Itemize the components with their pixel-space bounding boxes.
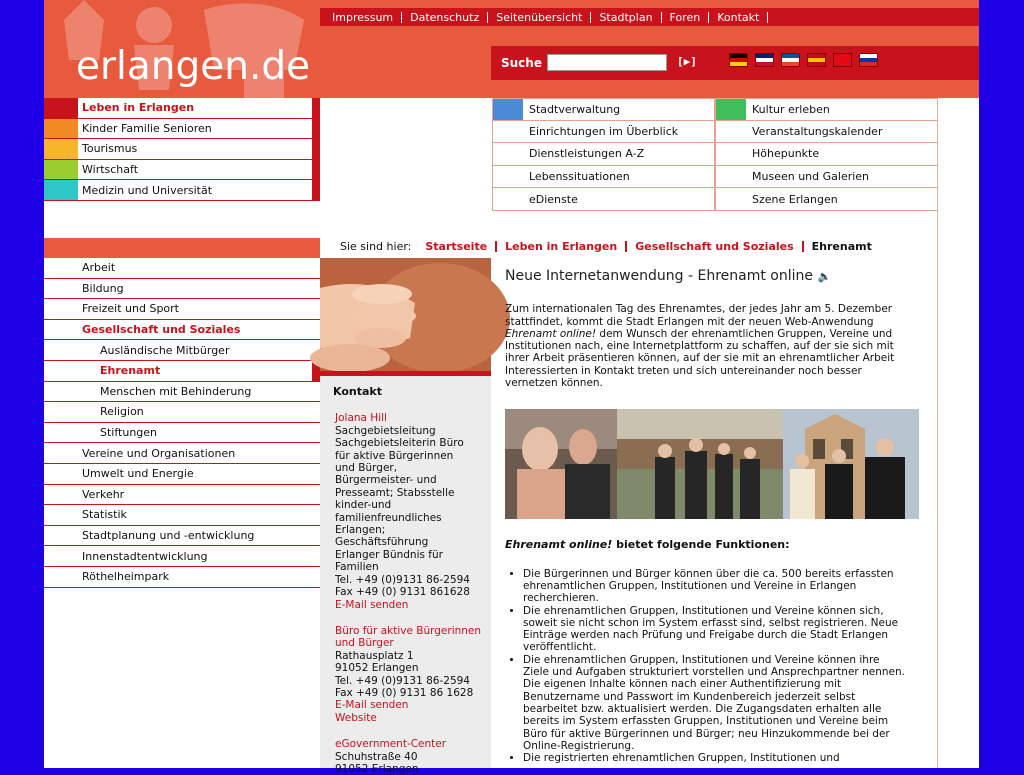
flag-tr-icon[interactable]	[833, 53, 852, 67]
contact-line: und Bürger,	[335, 462, 398, 475]
sub-nav-label: Ausländische Mitbürger	[100, 343, 230, 357]
main-nav-label: Wirtschaft	[82, 163, 139, 177]
sub-nav-label: Ehrenamt	[100, 364, 161, 378]
contact-office-website-link[interactable]: Website	[335, 711, 377, 724]
quick-nav-row	[492, 143, 938, 166]
main-nav-color-swatch	[44, 160, 78, 180]
main-nav-label: Leben in Erlangen	[82, 101, 195, 115]
hands-illustration	[320, 258, 491, 371]
quick-nav-label: Veranstaltungskalender	[752, 124, 883, 138]
contact-line: Familien	[335, 561, 379, 574]
features-heading-emphasis: Ehrenamt online!	[505, 538, 613, 552]
quick-nav-item[interactable]	[492, 121, 715, 144]
quick-nav	[492, 98, 938, 211]
main-nav-label: Medizin und Universität	[82, 183, 213, 197]
contact-line: kinder-und	[335, 499, 392, 512]
speaker-icon[interactable]: 🔈	[817, 270, 832, 283]
sub-nav	[44, 258, 320, 588]
quick-nav-label: Dienstleistungen A-Z	[529, 147, 645, 161]
header	[44, 0, 979, 98]
page	[44, 0, 979, 775]
top-link-kontakt[interactable]: Kontakt	[709, 12, 768, 23]
article-title	[505, 270, 937, 283]
right-divider	[937, 98, 938, 768]
sub-nav-label: Stadtplanung und -entwicklung	[82, 529, 255, 543]
search-bar	[491, 46, 979, 80]
sub-nav-item[interactable]	[44, 505, 320, 526]
flag-de-icon[interactable]	[729, 53, 748, 67]
main-nav-color-swatch	[44, 180, 78, 200]
quick-nav-color-marker	[716, 99, 746, 120]
contact-line: für aktive Bürgerinnen	[335, 449, 454, 462]
quick-nav-label: Museen und Galerien	[752, 170, 870, 184]
top-link-impressum[interactable]: Impressum	[324, 12, 402, 23]
feature-item: • Die Bürgerinnen und Bürger können über die ca. 500 bereits erfassten ehrenamtlichen Gruppen, Institutionen und Vereine in Erlangen recherchieren.	[523, 568, 905, 605]
sub-nav-label: Statistik	[82, 508, 127, 522]
flag-fr-icon[interactable]	[781, 53, 800, 67]
contact-line: Erlangen;	[335, 524, 386, 537]
quick-nav-item[interactable]	[492, 98, 715, 121]
contact-line: Bürgermeister- und	[335, 474, 437, 487]
contact-line: Geschäftsführung	[335, 536, 429, 549]
quick-nav-item[interactable]	[492, 166, 715, 189]
search-go-button[interactable]: [▶]	[677, 55, 697, 68]
contact-line: Presseamt; Stabsstelle	[335, 486, 455, 499]
main-nav-edge-bar	[312, 119, 320, 139]
quick-nav-label: Einrichtungen im Überblick	[529, 124, 679, 138]
top-link-datenschutz[interactable]: Datenschutz	[402, 12, 488, 23]
quick-nav-row	[492, 166, 938, 189]
sub-nav-label: Verkehr	[82, 487, 125, 501]
sub-nav-item[interactable]	[44, 485, 320, 506]
breadcrumb-link-leben[interactable]: Leben in Erlangen	[497, 241, 627, 252]
article-intro	[505, 303, 905, 389]
quick-nav-label: Höhepunkte	[752, 147, 820, 161]
main-nav-item[interactable]	[44, 139, 320, 160]
flag-ru-icon[interactable]	[859, 53, 878, 67]
sub-nav-item[interactable]	[44, 526, 320, 547]
top-link-stadtplan[interactable]: Stadtplan	[591, 12, 661, 23]
contact-line: 91052 Erlangen	[335, 662, 419, 675]
quick-nav-item[interactable]	[715, 143, 938, 166]
contact-office-details	[335, 650, 473, 699]
sub-nav-item[interactable]	[44, 258, 320, 279]
site-logo[interactable]: erlangen.de	[76, 44, 311, 89]
search-label: Suche	[501, 56, 542, 70]
contact-line: Sachgebietsleitung	[335, 424, 436, 437]
features-heading-rest: bietet folgende Funktionen:	[616, 538, 790, 552]
sub-nav-label: Gesellschaft und Soziales	[82, 323, 241, 337]
quick-nav-row	[492, 98, 938, 121]
main-nav-color-swatch	[44, 119, 78, 139]
article-title-text: Neue Internetanwendung - Ehrenamt online	[505, 268, 813, 284]
breadcrumb-lead: Sie sind hier:	[340, 239, 412, 253]
subnav-header-bar	[44, 238, 320, 258]
sub-nav-label: Religion	[100, 405, 144, 419]
contact-title: Kontakt	[333, 385, 382, 398]
quick-nav-row	[492, 188, 938, 211]
sub-nav-item[interactable]	[44, 279, 320, 300]
sub-nav-label: Bildung	[82, 281, 124, 295]
top-link-sitemap[interactable]: Seitenübersicht	[488, 12, 591, 23]
sub-nav-label: Menschen mit Behinderung	[100, 384, 252, 398]
quick-nav-item[interactable]	[715, 121, 938, 144]
feature-item: • Die registrierten ehrenamtlichen Gruppen, Institutionen und	[523, 752, 905, 764]
feature-item: • Die ehrenamtlichen Gruppen, Institutionen und Vereine können sich, soweit sie nicht schon im System erfasst sind, selbst registrieren. Neue Einträge werden nach Prüfung und Freigabe durch die Stadt Erlangen veröffentlicht.	[523, 605, 905, 654]
sub-nav-item[interactable]	[44, 464, 320, 485]
quick-nav-label: eDienste	[529, 192, 578, 206]
sub-nav-item[interactable]	[44, 299, 320, 320]
contact-line: Rathausplatz 1	[335, 649, 414, 662]
contact-line: Tel. +49 (0)9131 86-2594	[335, 573, 470, 586]
sub-nav-label: Freizeit und Sport	[82, 302, 179, 316]
main-nav-item[interactable]	[44, 119, 320, 140]
sub-nav-label: Stiftungen	[100, 426, 158, 440]
contact-line: Erlanger Bündnis für	[335, 548, 443, 561]
sub-nav-label: Innenstadtentwicklung	[82, 549, 208, 563]
main-nav	[44, 98, 320, 201]
contact-line: familienfreundliches	[335, 511, 442, 524]
article	[491, 258, 937, 768]
main-nav-label: Kinder Familie Senioren	[82, 121, 212, 135]
quick-nav-label: Szene Erlangen	[752, 192, 838, 206]
sub-nav-label: Vereine und Organisationen	[82, 446, 236, 460]
breadcrumb-link-gesellschaft[interactable]: Gesellschaft und Soziales	[627, 241, 803, 252]
flag-es-icon[interactable]	[807, 53, 826, 67]
contact-line: Fax +49 (0) 9131 86 1628	[335, 686, 474, 699]
contact-line: 91052 Erlangen	[335, 762, 419, 775]
contact-box	[320, 371, 491, 775]
sub-nav-item[interactable]	[44, 423, 320, 444]
sub-nav-item[interactable]	[44, 320, 320, 341]
sub-nav-label: Röthelheimpark	[82, 570, 170, 584]
quick-nav-label: Stadtverwaltung	[529, 102, 621, 116]
main-nav-edge-bar	[312, 160, 320, 180]
main-nav-edge-bar	[312, 180, 320, 200]
sub-nav-item[interactable]	[44, 361, 320, 382]
quick-nav-item[interactable]	[715, 98, 938, 121]
quick-nav-item[interactable]	[715, 166, 938, 189]
quick-nav-item[interactable]	[492, 143, 715, 166]
sub-nav-item[interactable]	[44, 546, 320, 567]
main-nav-item[interactable]	[44, 160, 320, 181]
top-link-foren[interactable]: Foren	[662, 12, 710, 23]
main-nav-item[interactable]	[44, 98, 320, 119]
sub-nav-item[interactable]	[44, 443, 320, 464]
sub-nav-label: Arbeit	[82, 261, 116, 275]
contact-office-name[interactable]: Büro für aktive Bürgerinnen und Bürger	[335, 624, 482, 650]
main-nav-color-swatch	[44, 98, 78, 118]
intro-part-1: Zum internationalen Tag des Ehrenamtes, der jedes Jahr am 5. Dezember stattfindet, kommt die Stadt Erlangen mit der neuen Web-Anwendung	[505, 303, 893, 328]
contact-person-name[interactable]: Jolana Hill	[335, 412, 387, 425]
quick-nav-item[interactable]	[492, 188, 715, 211]
contact-line: Tel. +49 (0)9131 86-2594	[335, 674, 470, 687]
contact-person-email-link[interactable]: E-Mail senden	[335, 598, 409, 611]
breadcrumb-current: Ehrenamt	[811, 239, 872, 253]
features-list	[505, 568, 905, 765]
main-nav-label: Tourismus	[82, 142, 138, 156]
feature-item: • Die ehrenamtlichen Gruppen, Institutionen und Vereine können ihre Ziele und Aufgaben strukturiert vorstellen und Ansprechpartner nennen. Die eigenen Inhalte können nach einer Authentifizierung mit Benutzername und Passwort im Kundenbereich jederzeit selbst bearbeitet bzw. aktualisiert werden. Die Zugangsdaten erhalten alle bereits im System erfassten Gruppen, Institutionen und Vereine beim Büro für aktive Bürgerinnen und Bürger; neu Hinzukommende bei der Online-Registrierung.	[523, 654, 905, 752]
hands-photo	[320, 258, 491, 371]
features-heading	[505, 539, 937, 551]
quick-nav-color-marker	[493, 99, 523, 120]
main-nav-color-swatch	[44, 139, 78, 159]
contact-line: Schuhstraße 40	[335, 750, 418, 763]
main-nav-edge-bar	[312, 98, 320, 118]
quick-nav-item[interactable]	[715, 188, 938, 211]
contact-line: Fax +49 (0) 9131 861628	[335, 586, 470, 599]
contact-person-details	[335, 425, 470, 598]
volunteers-photo	[505, 409, 919, 519]
main-nav-item[interactable]	[44, 180, 320, 201]
sub-nav-item[interactable]	[44, 402, 320, 423]
main-nav-edge-bar	[312, 139, 320, 159]
sub-nav-item[interactable]	[44, 567, 320, 588]
quick-nav-label: Kultur erleben	[752, 102, 830, 116]
contact-egov-name[interactable]: eGovernment-Center	[335, 738, 447, 751]
quick-nav-row	[492, 121, 938, 144]
search-input[interactable]	[547, 54, 667, 71]
intro-part-2: dem Wunsch der ehrenamtlichen Gruppen, Vereine und Institutionen nach, eine Internetplattform zu schaffen, auf der sie sich mit ihrer Arbeit präsentieren können, auf der sie mit an ehrenamtlicher Arbeit Interessierten in Kontakt treten und sich untereinander noch besser vernetzen können.	[505, 327, 895, 390]
contact-office-email-link[interactable]: E-Mail senden	[335, 699, 409, 712]
intro-emphasis: Ehrenamt online!	[505, 327, 597, 340]
contact-egov-details	[335, 751, 418, 775]
contact-line: Sachgebietsleiterin Büro	[335, 437, 464, 450]
sub-nav-item[interactable]	[44, 340, 320, 361]
volunteers-illustration	[505, 409, 919, 519]
quick-nav-label: Lebenssituationen	[529, 170, 630, 184]
top-links	[320, 8, 979, 26]
breadcrumb	[320, 237, 940, 255]
flag-uk-icon[interactable]	[755, 53, 774, 67]
sub-nav-label: Umwelt und Energie	[82, 467, 194, 481]
sub-nav-item[interactable]	[44, 382, 320, 403]
breadcrumb-link-startseite[interactable]: Startseite	[417, 241, 497, 252]
